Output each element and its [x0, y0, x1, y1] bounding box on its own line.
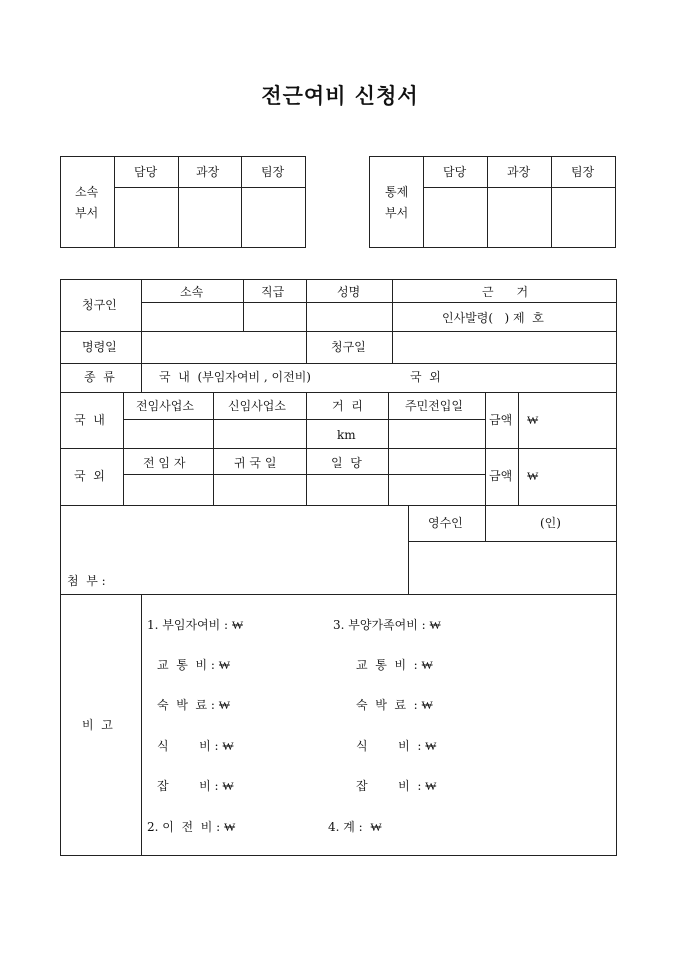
distance-unit: km — [337, 428, 356, 442]
remark-right-2: 교 통 비 : ₩ — [356, 658, 433, 672]
overseas-header-return-date: 귀 국 일 — [234, 456, 277, 470]
receipt-label: 영수인 — [428, 516, 463, 530]
overseas-label: 국 외 — [74, 469, 105, 483]
claimant-header-name: 성명 — [337, 285, 361, 299]
domestic-label: 국 내 — [74, 413, 105, 427]
remark-left-1: 1. 부임자여비 : ₩ — [147, 618, 244, 632]
approval-col-team-lead-right: 팀장 — [571, 165, 595, 179]
domestic-header-new-office: 신임사업소 — [228, 399, 286, 413]
approval-col-staff: 담당 — [134, 165, 158, 179]
overseas-amount-label: 금액 — [489, 469, 513, 483]
main-form — [61, 280, 617, 856]
approval-col-staff-right: 담당 — [443, 165, 467, 179]
remark-left-2: 교 통 비 : ₩ — [157, 658, 231, 672]
remarks-label: 비 고 — [82, 718, 113, 732]
attachment-label: 첨 부 : — [67, 574, 106, 588]
control-dept-label-1: 통제 — [385, 185, 409, 199]
domestic-amount-currency: ₩ — [527, 413, 539, 427]
type-domestic: 국 내 (부임자여비 , 이전비) — [159, 370, 311, 384]
remark-right-3: 숙 박 료 : ₩ — [356, 698, 433, 712]
claimant-header-rank: 직급 — [261, 285, 285, 299]
domestic-header-move-in-date: 주민전입일 — [405, 399, 463, 413]
remark-right-4: 식 비 : ₩ — [356, 739, 437, 753]
remark-right-5: 잡 비 : ₩ — [356, 779, 437, 793]
basis-value: 인사발령( ) 제 호 — [442, 311, 544, 325]
dept-label-1: 소속 — [75, 185, 99, 199]
overseas-header-per-diem: 일 당 — [331, 456, 362, 470]
approval-col-section-chief: 과장 — [196, 165, 220, 179]
approval-col-section-chief-right: 과장 — [507, 165, 531, 179]
overseas-amount-currency: ₩ — [527, 469, 539, 483]
receipt-seal: (인) — [540, 516, 561, 530]
remark-right-1: 3. 부양가족여비 : ₩ — [333, 618, 441, 632]
control-dept-label-2: 부서 — [385, 206, 409, 220]
page-title: 전근여비 신청서 — [261, 84, 419, 108]
claimant-label: 청구인 — [82, 298, 117, 312]
domestic-header-distance: 거 리 — [332, 399, 363, 413]
overseas-header-predecessor: 전 임 자 — [143, 456, 186, 470]
domestic-amount-label: 금액 — [489, 413, 513, 427]
remark-left-5: 잡 비 : ₩ — [157, 779, 234, 793]
type-overseas: 국 외 — [410, 370, 441, 384]
remark-right-6: 4. 계 : ₩ — [328, 820, 382, 834]
type-label: 종 류 — [84, 370, 115, 384]
remark-left-6: 2. 이 전 비 : ₩ — [147, 820, 236, 834]
approval-col-team-lead: 팀장 — [261, 165, 285, 179]
claimant-header-basis: 근 거 — [482, 285, 529, 299]
order-date-label: 명령일 — [82, 340, 117, 354]
claim-date-label: 청구일 — [331, 340, 366, 354]
remark-left-3: 숙 박 료 : ₩ — [157, 698, 231, 712]
claimant-header-affiliation: 소속 — [180, 285, 204, 299]
domestic-header-prev-office: 전임사업소 — [136, 399, 194, 413]
dept-label-2: 부서 — [75, 206, 99, 220]
remark-left-4: 식 비 : ₩ — [157, 739, 234, 753]
